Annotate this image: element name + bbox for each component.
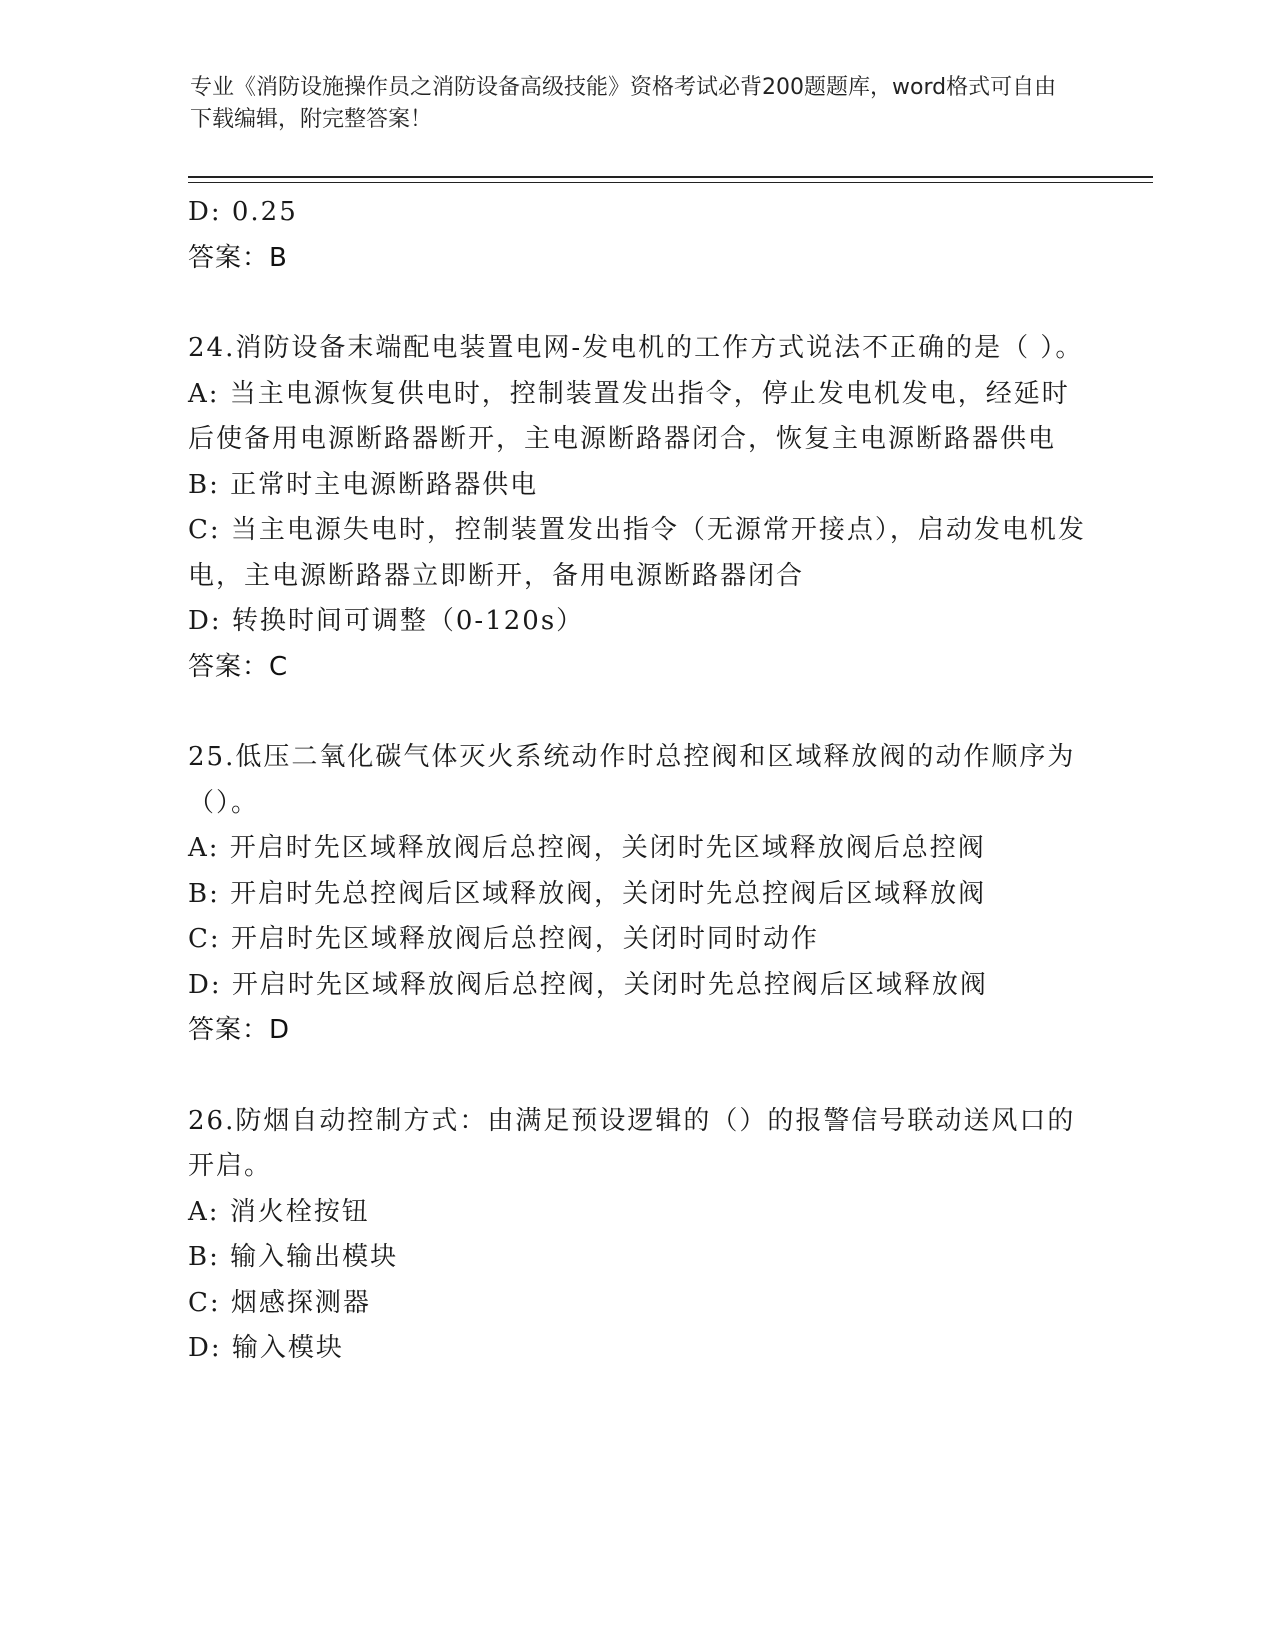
option-b: B: 开启时先总控阀后区域释放阀，关闭时先总控阀后区域释放阀 <box>188 878 987 909</box>
spacer <box>188 1054 1088 1099</box>
question-25 <box>188 735 1088 1054</box>
header-divider-thin <box>188 182 1153 183</box>
question-24 <box>188 326 1088 690</box>
question-stem: 26.防烟自动控制方式：由满足预设逻辑的（）的报警信号联动送风口的开启。 <box>188 1105 1076 1181</box>
answer: 答案：C <box>188 651 289 682</box>
spacer <box>188 281 1088 326</box>
spacer <box>188 690 1088 735</box>
question-stem: 25.低压二氧化碳气体灭火系统动作时总控阀和区域释放阀的动作顺序为（）。 <box>188 742 1076 818</box>
option-a: A: 消火栓按钮 <box>188 1196 370 1227</box>
option-a: A: 开启时先区域释放阀后总控阀，关闭时先区域释放阀后总控阀 <box>188 833 986 863</box>
question-stem: 24.消防设备末端配电装置电网-发电机的工作方式说法不正确的是（ ）。 <box>188 333 1084 363</box>
question-26 <box>188 1099 1088 1372</box>
option-b: B: 输入输出模块 <box>188 1242 399 1272</box>
option-c: C: 开启时先区域释放阀后总控阀，关闭时同时动作 <box>188 924 819 954</box>
option-d: D: 开启时先区域释放阀后总控阀，关闭时先总控阀后区域释放阀 <box>188 969 988 1000</box>
page-header: 专业《消防设施操作员之消防设备高级技能》资格考试必背200题题库，word格式可自由下载编辑，附完整答案！ <box>190 75 1057 132</box>
prev-option-d: D: 0.25 <box>188 197 298 227</box>
answer: 答案：D <box>188 1015 291 1045</box>
question-content <box>188 190 1088 1372</box>
prev-answer: 答案：B <box>188 242 288 273</box>
option-a: A: 当主电源恢复供电时，控制装置发出指令，停止发电机发电，经延时后使备用电源断路器断开，主电源断路器闭合，恢复主电源断路器供电 <box>188 378 1070 454</box>
option-d: D: 输入模块 <box>188 1333 344 1363</box>
option-c: C: 当主电源失电时，控制装置发出指令（无源常开接点），启动发电机发电，主电源断路器立即断开，备用电源断路器闭合 <box>188 515 1086 591</box>
option-b: B: 正常时主电源断路器供电 <box>188 469 539 500</box>
option-d: D: 转换时间可调整（0-120s） <box>188 606 585 636</box>
header-divider-thick <box>188 176 1153 178</box>
option-c: C: 烟感探测器 <box>188 1287 371 1318</box>
